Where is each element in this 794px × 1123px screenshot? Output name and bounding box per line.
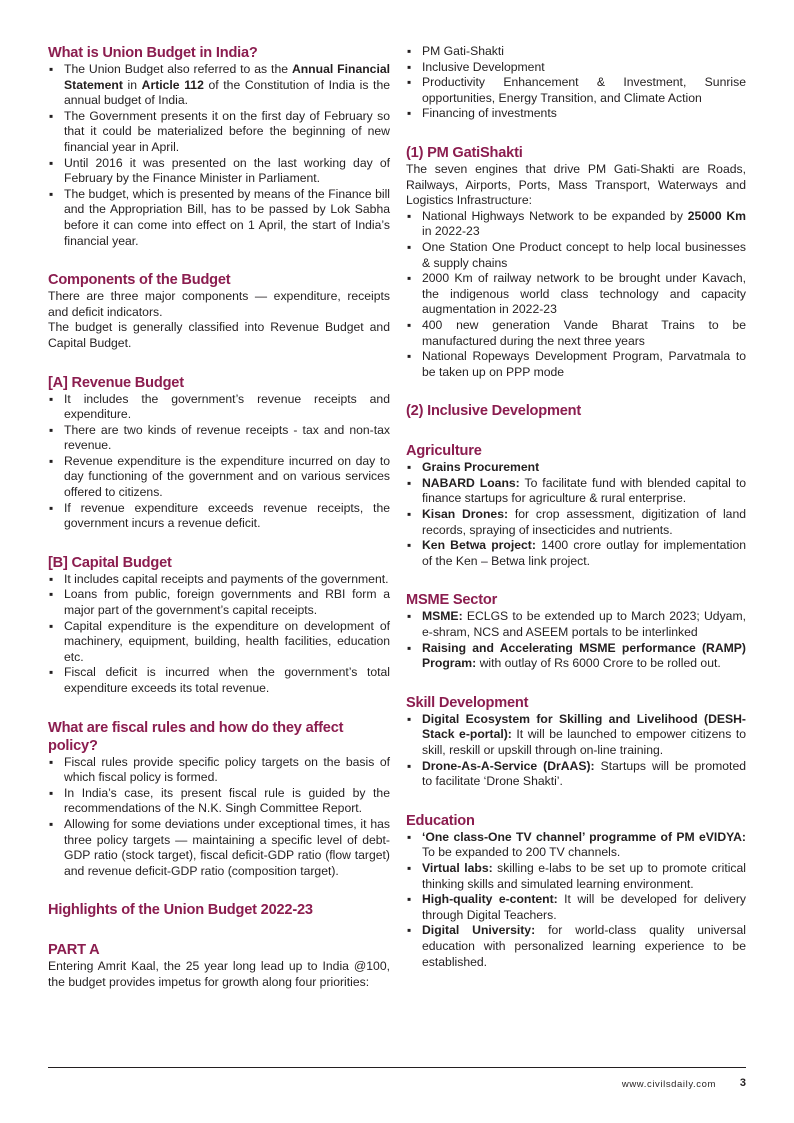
heading-agriculture: Agriculture: [406, 443, 482, 460]
agriculture-list: [406, 460, 746, 569]
list-item: ▪ Fiscal deficit is incurred when the government’s total expenditure exceeds its total revenue.: [48, 665, 390, 696]
list-item: ▪ The Union Budget also referred to as the Annual Financial Statement in Article 112 of the Constitution of India is the annual budget of India.: [48, 62, 390, 109]
skill-list: [406, 712, 746, 790]
list-item: ▪ Allowing for some deviations under exceptional times, it has three policy targets — maintaining a specific level of debt-GDP ratio (stock target), fiscal deficit-GDP ratio (flow target) and revenue deficit-GDP ratio (composition target).: [48, 817, 390, 879]
list-item: ▪ Drone-As-A-Service (DrAAS): Startups will be promoted to facilitate ‘Drone Shakti’.: [406, 759, 746, 790]
paragraph-amrit-kaal: Entering Amrit Kaal, the 25 year long lead up to India @100, the budget provides impetus for growth along four priorities:: [48, 959, 390, 989]
list-item: ▪ Kisan Drones: for crop assessment, digitization of land records, spraying of insecticides and nutrients.: [406, 507, 746, 538]
list-item: ▪ If revenue expenditure exceeds revenue receipts, the government incurs a revenue deficit.: [48, 501, 390, 532]
heading-capital-budget: [B] Capital Budget: [48, 554, 172, 571]
list-item: ▪ National Highways Network to be expanded by 25000 Km in 2022-23: [406, 209, 746, 240]
heading-inclusive-development: (2) Inclusive Development: [406, 403, 582, 420]
education-list: [406, 830, 746, 970]
list-item: ▪ NABARD Loans: To facilitate fund with blended capital to finance startups for agriculture & rural enterprise.: [406, 476, 746, 507]
left-column: [48, 44, 390, 991]
list-item: ▪ Financing of investments: [406, 106, 746, 122]
heading-what-is-union-budget: What is Union Budget in India?: [48, 45, 258, 61]
list-item: ▪ It includes capital receipts and payments of the government.: [48, 572, 390, 588]
list-item: ▪ Virtual labs: skilling e-labs to be set up to promote critical thinking skills and simulated learning environment.: [406, 861, 746, 892]
revenue-budget-list: [48, 392, 390, 532]
list-item: ▪ One Station One Product concept to help local businesses & supply chains: [406, 240, 746, 271]
msme-list: [406, 609, 746, 671]
list-item: ▪ Ken Betwa project: 1400 crore outlay for implementation of the Ken – Betwa link project.: [406, 538, 746, 569]
list-item: ▪ Fiscal rules provide specific policy targets on the basis of which fiscal policy is formed.: [48, 755, 390, 786]
list-item: ▪ The budget, which is presented by means of the Finance bill and the Appropriation Bill, has to be passed by Lok Sabha before it can come into effect on 1 April, the start of India’s financial year.: [48, 187, 390, 249]
list-item: ▪ High-quality e-content: It will be developed for delivery through Digital Teachers.: [406, 892, 746, 923]
paragraph-components: There are three major components — expenditure, receipts and deficit indicators.: [48, 289, 390, 319]
list-item: ▪ 400 new generation Vande Bharat Trains to be manufactured during the next three years: [406, 318, 746, 349]
heading-components-of-budget: Components of the Budget: [48, 272, 231, 289]
list-item: ▪ Capital expenditure is the expenditure on development of machinery, equipment, building, health facilities, education etc.: [48, 619, 390, 666]
list-item: ▪ 2000 Km of railway network to be brought under Kavach, the indigenous world class technology and capacity augmentation in 2022-23: [406, 271, 746, 318]
list-item: ▪ Raising and Accelerating MSME performance (RAMP) Program: with outlay of Rs 6000 Crore to be rolled out.: [406, 641, 746, 672]
list-item: ▪ There are two kinds of revenue receipts - tax and non-tax revenue.: [48, 423, 390, 454]
list-item: ▪ Loans from public, foreign governments and RBI form a major part of the government’s capital receipts.: [48, 587, 390, 618]
list-item: ▪ Inclusive Development: [406, 60, 746, 76]
priorities-list: [406, 44, 746, 122]
heading-skill-development: Skill Development: [406, 694, 529, 711]
list-item: ▪ Until 2016 it was presented on the last working day of February by the Finance Minister in Parliament.: [48, 156, 390, 187]
footer-website: www.civilsdaily.com: [621, 1079, 716, 1090]
gatishakti-list: [406, 209, 746, 381]
heading-msme-sector: MSME Sector: [406, 592, 498, 609]
union-budget-list: [48, 62, 390, 249]
list-item: ▪ Digital Ecosystem for Skilling and Livelihood (DESH-Stack e-portal): It will be launched to empower citizens to skill, reskill or upskill through on-line training.: [406, 712, 746, 759]
capital-budget-list: [48, 572, 390, 697]
list-item: ▪ Productivity Enhancement & Investment, Sunrise opportunities, Energy Transition, and Climate Action: [406, 75, 746, 106]
heading-fiscal-rules: What are fiscal rules and how do they affect policy?: [48, 719, 344, 754]
list-item: ▪ It includes the government’s revenue receipts and expenditure.: [48, 392, 390, 423]
right-column: [406, 44, 746, 970]
fiscal-rules-list: [48, 755, 390, 880]
heading-highlights: Highlights of the Union Budget 2022-23: [48, 902, 313, 919]
paragraph-seven-engines: The seven engines that drive PM Gati-Shakti are Roads, Railways, Airports, Ports, Mass Transport, Waterways and Logistics Infrastructure:: [406, 161, 746, 208]
heading-revenue-budget: [A] Revenue Budget: [48, 374, 184, 391]
heading-pm-gatishakti: (1) PM GatiShakti: [406, 144, 523, 161]
list-item: ▪ National Ropeways Development Program, Parvatmala to be taken up on PPP mode: [406, 349, 746, 380]
list-item: ▪ Grains Procurement: [406, 460, 746, 476]
list-item: ▪ Digital University: for world-class quality universal education with personalized learning experience to be established.: [406, 923, 746, 970]
list-item: ▪ In India’s case, its present fiscal rule is guided by the recommendations of the N.K. Singh Committee Report.: [48, 786, 390, 817]
list-item: ▪ PM Gati-Shakti: [406, 44, 746, 60]
list-item: ▪ Revenue expenditure is the expenditure incurred on day to day functioning of the government and on various services offered to citizens.: [48, 454, 390, 501]
footer-divider: [48, 1067, 746, 1068]
list-item: ▪ MSME: ECLGS to be extended up to March 2023; Udyam, e-shram, NCS and ASEEM portals to be interlinked: [406, 609, 746, 640]
list-item: ▪ ‘One class-One TV channel’ programme of PM eVIDYA: To be expanded to 200 TV channels.: [406, 830, 746, 861]
list-item: ▪ The Government presents it on the first day of February so that it could be materialized before the beginning of new financial year in April.: [48, 109, 390, 156]
heading-part-a: PART A: [48, 942, 100, 959]
heading-education: Education: [406, 812, 475, 829]
page-number: 3: [739, 1077, 746, 1089]
paragraph-classification: The budget is generally classified into Revenue Budget and Capital Budget.: [48, 320, 390, 350]
